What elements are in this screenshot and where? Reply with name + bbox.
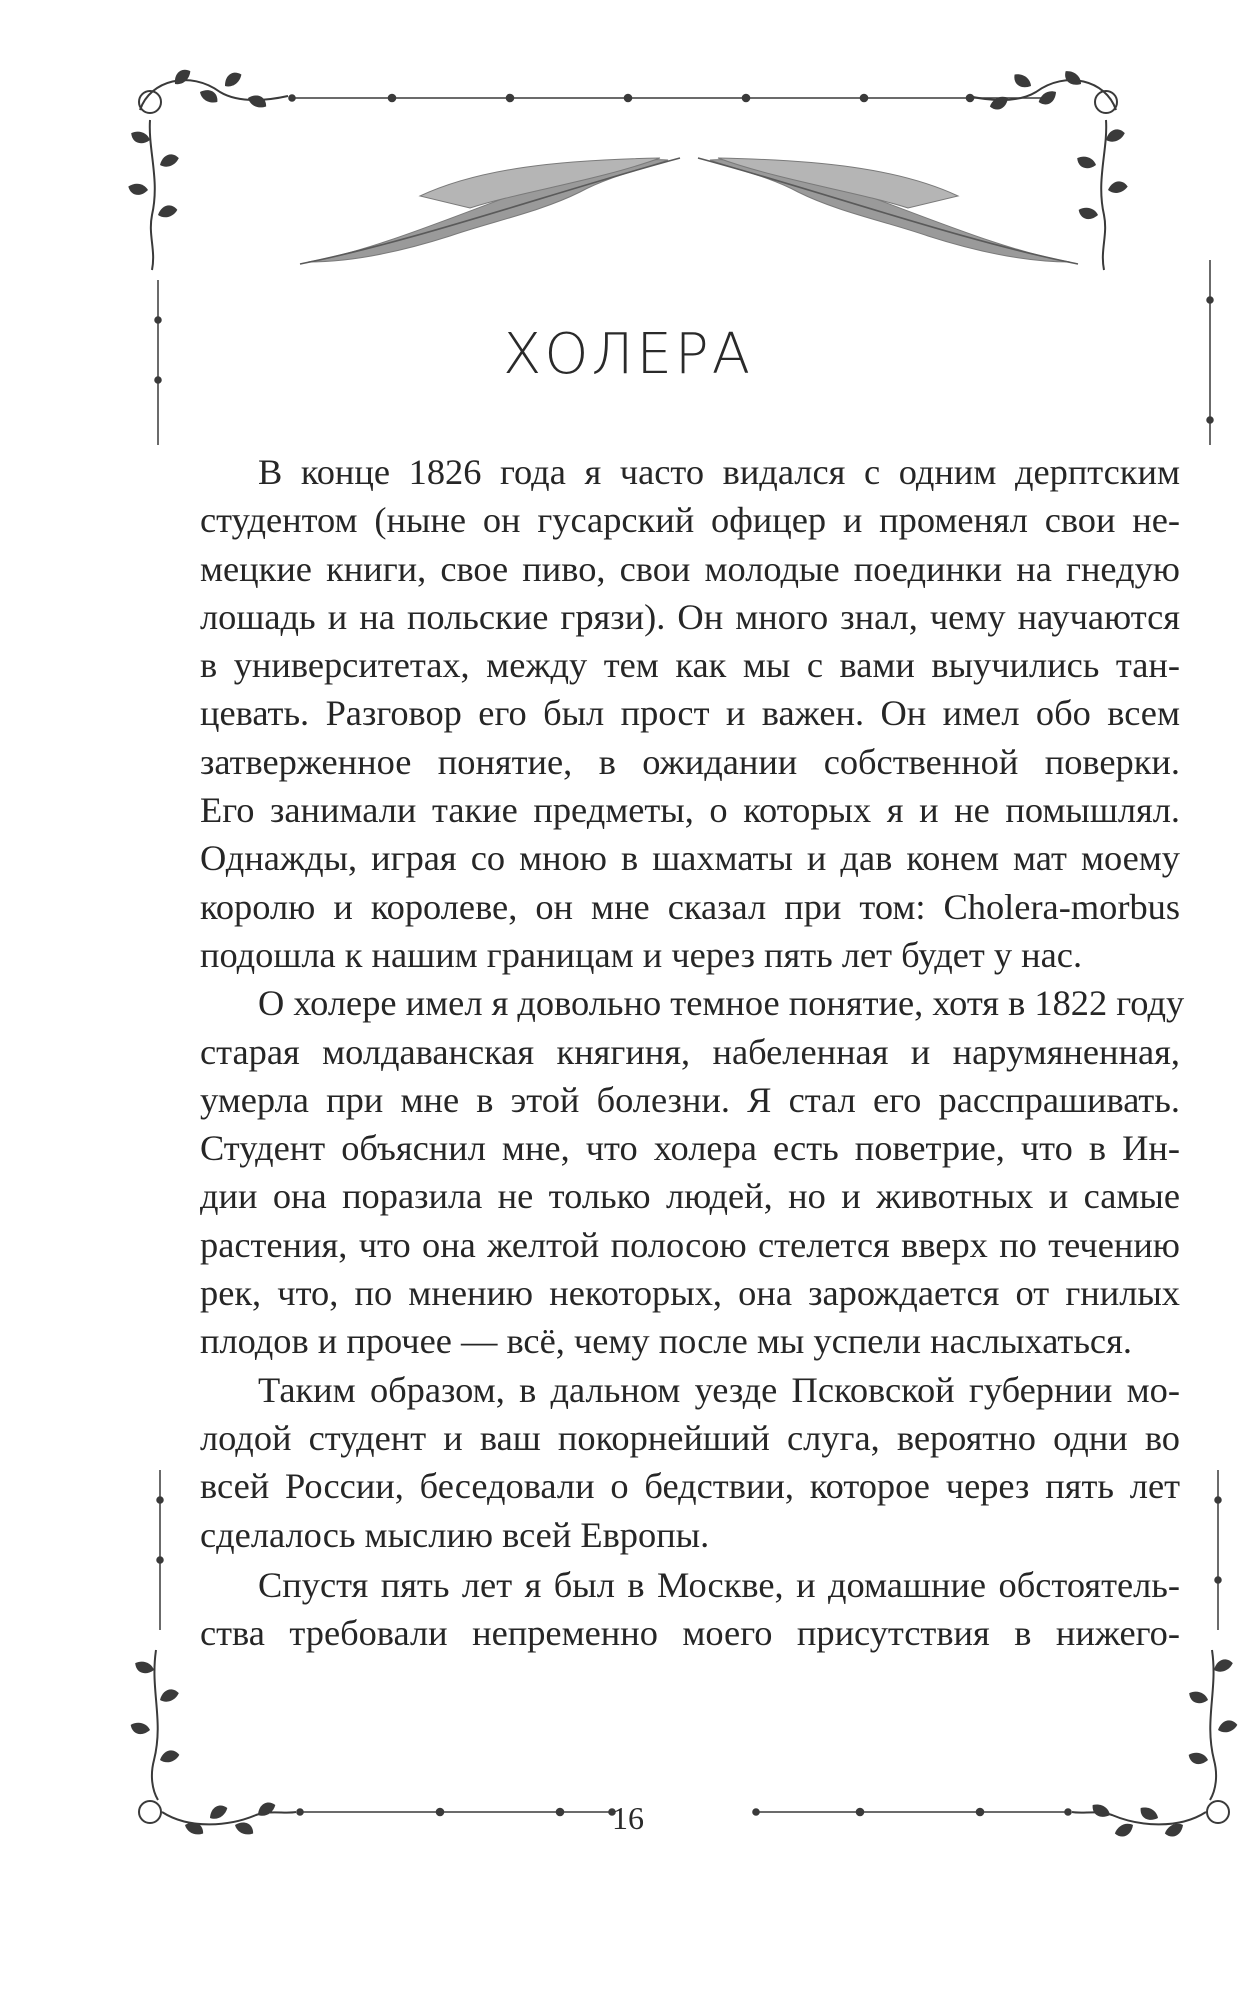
body-text — [200, 448, 1185, 1657]
text-line: затверженное понятие, в ожидании собственной поверки. — [200, 741, 1180, 782]
text-line: Таким образом, в дальном уезде Псковской губернии мо- — [258, 1369, 1180, 1410]
right-feather — [698, 158, 1078, 264]
text-line: в университетах, между тем как мы с вами выучились тан- — [200, 645, 1180, 686]
text-line: мецкие книги, свое пиво, свои молодые поединки на гнедую — [200, 548, 1180, 589]
top-left-vine — [139, 80, 288, 270]
top-left-leaves — [127, 66, 269, 219]
chapter-title: ХОЛЕРА — [502, 322, 753, 387]
paragraph-3 — [200, 1366, 1180, 1559]
text-line: Его занимали такие предметы, о которых я и не помышлял. — [200, 790, 1180, 831]
text-line: Студент объяснил мне, что холера есть поветрие, что в Ин- — [200, 1128, 1180, 1169]
text-line: старая молдаванская княгиня, набеленная и нарумяненная, — [200, 1031, 1180, 1072]
paragraph-4 — [200, 1561, 1180, 1658]
paragraph-2 — [200, 979, 1185, 1365]
page-number: 16 — [612, 1800, 644, 1836]
text-line: цевать. Разговор его был прост и важен. Он имел обо всем — [200, 693, 1180, 734]
bottom-left-vine — [139, 1650, 296, 1824]
text-line: лодой студент и ваш покорнейший слуга, вероятно одни во — [200, 1417, 1180, 1458]
paragraph-1 — [200, 448, 1180, 979]
text-line: умерла при мне в этой болезни. Я стал его расспрашивать. — [200, 1079, 1180, 1120]
text-line: всей России, беседовали о бедствии, которое через пять лет — [200, 1466, 1180, 1507]
bottom-right-vine — [1072, 1650, 1229, 1824]
text-line: подошла к нашим границам и через пять лет будет у нас. — [200, 934, 1083, 975]
text-line: растения, что она желтой полосою стелется вверх по течению — [200, 1224, 1180, 1265]
text-line: плодов и прочее — всё, чему после мы успели наслыхаться. — [200, 1321, 1132, 1362]
text-line: ства требовали непременно моего присутствия в нижего- — [200, 1613, 1180, 1654]
text-line: рек, что, по мнению некоторых, она зарождается от гнилых — [200, 1273, 1180, 1314]
left-feather — [300, 158, 680, 264]
text-line: королю и королеве, он мне сказал при том: Cholera-morbus — [200, 886, 1180, 927]
top-rule — [289, 95, 1053, 102]
text-line: Спустя пять лет я был в Москве, и домашние обстоятель- — [258, 1564, 1180, 1605]
text-line: В конце 1826 года я часто видался с одним дерптским — [258, 452, 1180, 492]
text-line: студентом (ныне он гусарский офицер и променял свои не- — [200, 500, 1180, 541]
text-line: О холере имел я довольно темное понятие, хотя в 1822 году — [258, 983, 1185, 1024]
text-line: Однажды, играя со мною в шахматы и дав конем мат моему — [200, 838, 1180, 879]
text-line: сделалось мыслию всей Европы. — [200, 1514, 710, 1555]
text-line: лошадь и на польские грязи). Он много знал, чему научаются — [200, 596, 1180, 637]
text-line: дии она поразила не только людей, но и животных и самые — [200, 1176, 1180, 1217]
